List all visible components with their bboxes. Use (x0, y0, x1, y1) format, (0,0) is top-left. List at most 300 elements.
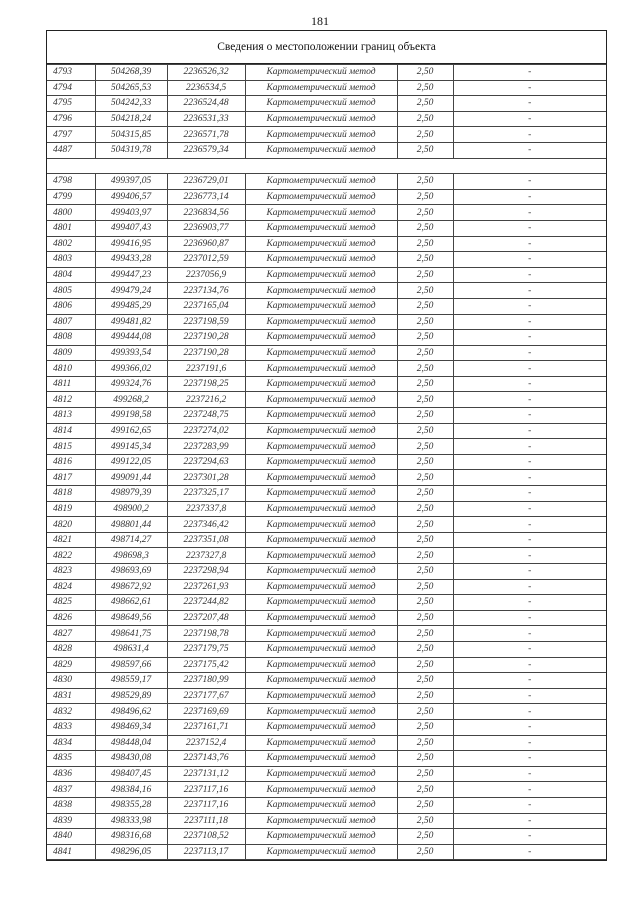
table-row (47, 704, 606, 720)
table-row (47, 314, 606, 330)
x-coordinate-cell: 499145,34 (95, 439, 167, 455)
y-coordinate-cell: 2237117,16 (167, 782, 245, 798)
y-coordinate-cell: 2237131,12 (167, 766, 245, 782)
method-cell: Картометрический метод (245, 80, 397, 96)
description-cell: - (453, 267, 606, 283)
table-row (47, 673, 606, 689)
description-cell: - (453, 283, 606, 299)
coordinates-table (47, 64, 606, 860)
point-number-cell: 4825 (47, 595, 95, 611)
x-coordinate-cell: 498649,56 (95, 610, 167, 626)
method-cell: Картометрический метод (245, 704, 397, 720)
accuracy-cell: 2,50 (397, 330, 453, 346)
description-cell: - (453, 610, 606, 626)
point-number-cell: 4801 (47, 220, 95, 236)
method-cell: Картометрический метод (245, 626, 397, 642)
y-coordinate-cell: 2237294,63 (167, 454, 245, 470)
point-number-cell: 4837 (47, 782, 95, 798)
table-row (47, 782, 606, 798)
point-number-cell: 4822 (47, 548, 95, 564)
table-row (47, 735, 606, 751)
table-row (47, 626, 606, 642)
method-cell: Картометрический метод (245, 641, 397, 657)
point-number-cell: 4794 (47, 80, 95, 96)
accuracy-cell: 2,50 (397, 813, 453, 829)
table-row (47, 844, 606, 860)
y-coordinate-cell: 2237248,75 (167, 408, 245, 424)
accuracy-cell: 2,50 (397, 392, 453, 408)
x-coordinate-cell: 499198,58 (95, 408, 167, 424)
description-cell: - (453, 657, 606, 673)
x-coordinate-cell: 499162,65 (95, 423, 167, 439)
accuracy-cell: 2,50 (397, 65, 453, 81)
accuracy-cell: 2,50 (397, 439, 453, 455)
accuracy-cell: 2,50 (397, 782, 453, 798)
x-coordinate-cell: 504268,39 (95, 65, 167, 81)
description-cell: - (453, 252, 606, 268)
point-number-cell: 4805 (47, 283, 95, 299)
y-coordinate-cell: 2237113,17 (167, 844, 245, 860)
x-coordinate-cell: 499485,29 (95, 298, 167, 314)
description-cell: - (453, 813, 606, 829)
point-number-cell: 4824 (47, 579, 95, 595)
table-row (47, 283, 606, 299)
point-number-cell: 4834 (47, 735, 95, 751)
description-cell: - (453, 704, 606, 720)
description-cell: - (453, 205, 606, 221)
description-cell: - (453, 454, 606, 470)
accuracy-cell: 2,50 (397, 142, 453, 158)
point-number-cell: 4811 (47, 376, 95, 392)
description-cell: - (453, 96, 606, 112)
table-row (47, 267, 606, 283)
point-number-cell: 4819 (47, 501, 95, 517)
table-row (47, 330, 606, 346)
description-cell: - (453, 330, 606, 346)
method-cell: Картометрический метод (245, 657, 397, 673)
description-cell: - (453, 111, 606, 127)
accuracy-cell: 2,50 (397, 205, 453, 221)
accuracy-cell: 2,50 (397, 844, 453, 860)
x-coordinate-cell: 499122,05 (95, 454, 167, 470)
point-number-cell: 4798 (47, 174, 95, 190)
y-coordinate-cell: 2237327,8 (167, 548, 245, 564)
accuracy-cell: 2,50 (397, 189, 453, 205)
method-cell: Картометрический метод (245, 688, 397, 704)
x-coordinate-cell: 498407,45 (95, 766, 167, 782)
accuracy-cell: 2,50 (397, 501, 453, 517)
table-row (47, 501, 606, 517)
accuracy-cell: 2,50 (397, 688, 453, 704)
point-number-cell: 4813 (47, 408, 95, 424)
x-coordinate-cell: 504265,53 (95, 80, 167, 96)
x-coordinate-cell: 498384,16 (95, 782, 167, 798)
point-number-cell: 4818 (47, 486, 95, 502)
method-cell: Картометрический метод (245, 501, 397, 517)
accuracy-cell: 2,50 (397, 595, 453, 611)
group-separator-row (47, 158, 606, 174)
x-coordinate-cell: 498469,34 (95, 719, 167, 735)
table-row (47, 532, 606, 548)
table-row (47, 392, 606, 408)
x-coordinate-cell: 499406,57 (95, 189, 167, 205)
method-cell: Картометрический метод (245, 782, 397, 798)
table-row (47, 579, 606, 595)
y-coordinate-cell: 2237298,94 (167, 564, 245, 580)
method-cell: Картометрический метод (245, 486, 397, 502)
point-number-cell: 4835 (47, 751, 95, 767)
point-number-cell: 4820 (47, 517, 95, 533)
table-row (47, 174, 606, 190)
accuracy-cell: 2,50 (397, 470, 453, 486)
point-number-cell: 4833 (47, 719, 95, 735)
x-coordinate-cell: 499447,23 (95, 267, 167, 283)
description-cell: - (453, 844, 606, 860)
y-coordinate-cell: 2237190,28 (167, 345, 245, 361)
method-cell: Картометрический метод (245, 610, 397, 626)
method-cell: Картометрический метод (245, 813, 397, 829)
description-cell: - (453, 501, 606, 517)
table-row (47, 470, 606, 486)
y-coordinate-cell: 2237152,4 (167, 735, 245, 751)
x-coordinate-cell: 498559,17 (95, 673, 167, 689)
description-cell: - (453, 797, 606, 813)
y-coordinate-cell: 2236526,32 (167, 65, 245, 81)
x-coordinate-cell: 498597,66 (95, 657, 167, 673)
description-cell: - (453, 142, 606, 158)
point-number-cell: 4840 (47, 829, 95, 845)
accuracy-cell: 2,50 (397, 532, 453, 548)
accuracy-cell: 2,50 (397, 220, 453, 236)
x-coordinate-cell: 499393,54 (95, 345, 167, 361)
method-cell: Картометрический метод (245, 423, 397, 439)
method-cell: Картометрический метод (245, 314, 397, 330)
x-coordinate-cell: 498900,2 (95, 501, 167, 517)
y-coordinate-cell: 2237198,59 (167, 314, 245, 330)
accuracy-cell: 2,50 (397, 252, 453, 268)
point-number-cell: 4839 (47, 813, 95, 829)
description-cell: - (453, 220, 606, 236)
y-coordinate-cell: 2237177,67 (167, 688, 245, 704)
point-number-cell: 4802 (47, 236, 95, 252)
description-cell: - (453, 65, 606, 81)
accuracy-cell: 2,50 (397, 298, 453, 314)
x-coordinate-cell: 498631,4 (95, 641, 167, 657)
x-coordinate-cell: 499366,02 (95, 361, 167, 377)
description-cell: - (453, 782, 606, 798)
x-coordinate-cell: 498672,92 (95, 579, 167, 595)
description-cell: - (453, 626, 606, 642)
point-number-cell: 4808 (47, 330, 95, 346)
table-row (47, 408, 606, 424)
y-coordinate-cell: 2237180,99 (167, 673, 245, 689)
description-cell: - (453, 532, 606, 548)
method-cell: Картометрический метод (245, 205, 397, 221)
table-row (47, 423, 606, 439)
point-number-cell: 4799 (47, 189, 95, 205)
description-cell: - (453, 766, 606, 782)
description-cell: - (453, 439, 606, 455)
x-coordinate-cell: 498448,04 (95, 735, 167, 751)
boundary-table-frame (46, 30, 607, 861)
point-number-cell: 4797 (47, 127, 95, 143)
point-number-cell: 4800 (47, 205, 95, 221)
y-coordinate-cell: 2236834,56 (167, 205, 245, 221)
method-cell: Картометрический метод (245, 595, 397, 611)
point-number-cell: 4806 (47, 298, 95, 314)
description-cell: - (453, 127, 606, 143)
y-coordinate-cell: 2237337,8 (167, 501, 245, 517)
x-coordinate-cell: 499479,24 (95, 283, 167, 299)
method-cell: Картометрический метод (245, 252, 397, 268)
description-cell: - (453, 595, 606, 611)
table-row (47, 454, 606, 470)
accuracy-cell: 2,50 (397, 111, 453, 127)
table-row (47, 719, 606, 735)
point-number-cell: 4836 (47, 766, 95, 782)
x-coordinate-cell: 498496,62 (95, 704, 167, 720)
method-cell: Картометрический метод (245, 439, 397, 455)
y-coordinate-cell: 2237198,78 (167, 626, 245, 642)
table-row (47, 298, 606, 314)
method-cell: Картометрический метод (245, 408, 397, 424)
table-row (47, 345, 606, 361)
accuracy-cell: 2,50 (397, 704, 453, 720)
accuracy-cell: 2,50 (397, 454, 453, 470)
point-number-cell: 4823 (47, 564, 95, 580)
description-cell: - (453, 517, 606, 533)
accuracy-cell: 2,50 (397, 610, 453, 626)
description-cell: - (453, 579, 606, 595)
y-coordinate-cell: 2236531,33 (167, 111, 245, 127)
method-cell: Картометрический метод (245, 766, 397, 782)
y-coordinate-cell: 2237117,16 (167, 797, 245, 813)
x-coordinate-cell: 498801,44 (95, 517, 167, 533)
x-coordinate-cell: 498662,61 (95, 595, 167, 611)
description-cell: - (453, 408, 606, 424)
accuracy-cell: 2,50 (397, 361, 453, 377)
description-cell: - (453, 236, 606, 252)
description-cell: - (453, 314, 606, 330)
point-number-cell: 4814 (47, 423, 95, 439)
x-coordinate-cell: 499397,05 (95, 174, 167, 190)
accuracy-cell: 2,50 (397, 719, 453, 735)
method-cell: Картометрический метод (245, 376, 397, 392)
accuracy-cell: 2,50 (397, 579, 453, 595)
y-coordinate-cell: 2237216,2 (167, 392, 245, 408)
x-coordinate-cell: 498316,68 (95, 829, 167, 845)
description-cell: - (453, 80, 606, 96)
table-row (47, 564, 606, 580)
accuracy-cell: 2,50 (397, 96, 453, 112)
description-cell: - (453, 174, 606, 190)
table-row (47, 486, 606, 502)
method-cell: Картометрический метод (245, 829, 397, 845)
x-coordinate-cell: 504218,24 (95, 111, 167, 127)
y-coordinate-cell: 2236773,14 (167, 189, 245, 205)
y-coordinate-cell: 2236960,87 (167, 236, 245, 252)
x-coordinate-cell: 498333,98 (95, 813, 167, 829)
description-cell: - (453, 829, 606, 845)
method-cell: Картометрический метод (245, 127, 397, 143)
table-row (47, 236, 606, 252)
method-cell: Картометрический метод (245, 174, 397, 190)
method-cell: Картометрический метод (245, 298, 397, 314)
table-row (47, 111, 606, 127)
y-coordinate-cell: 2237111,18 (167, 813, 245, 829)
point-number-cell: 4807 (47, 314, 95, 330)
y-coordinate-cell: 2237191,6 (167, 361, 245, 377)
y-coordinate-cell: 2237261,93 (167, 579, 245, 595)
y-coordinate-cell: 2236579,34 (167, 142, 245, 158)
x-coordinate-cell: 499268,2 (95, 392, 167, 408)
point-number-cell: 4796 (47, 111, 95, 127)
method-cell: Картометрический метод (245, 236, 397, 252)
point-number-cell: 4815 (47, 439, 95, 455)
table-row (47, 376, 606, 392)
table-row (47, 189, 606, 205)
x-coordinate-cell: 504242,33 (95, 96, 167, 112)
table-row (47, 766, 606, 782)
y-coordinate-cell: 2237351,08 (167, 532, 245, 548)
table-row (47, 127, 606, 143)
method-cell: Картометрический метод (245, 579, 397, 595)
table-row (47, 610, 606, 626)
point-number-cell: 4487 (47, 142, 95, 158)
method-cell: Картометрический метод (245, 361, 397, 377)
y-coordinate-cell: 2237012,59 (167, 252, 245, 268)
table-row (47, 797, 606, 813)
point-number-cell: 4829 (47, 657, 95, 673)
table-row (47, 688, 606, 704)
y-coordinate-cell: 2237190,28 (167, 330, 245, 346)
y-coordinate-cell: 2237198,25 (167, 376, 245, 392)
description-cell: - (453, 345, 606, 361)
description-cell: - (453, 641, 606, 657)
description-cell: - (453, 719, 606, 735)
method-cell: Картометрический метод (245, 392, 397, 408)
accuracy-cell: 2,50 (397, 735, 453, 751)
accuracy-cell: 2,50 (397, 657, 453, 673)
point-number-cell: 4795 (47, 96, 95, 112)
accuracy-cell: 2,50 (397, 314, 453, 330)
table-row (47, 751, 606, 767)
page-number: 181 (311, 14, 329, 28)
y-coordinate-cell: 2237165,04 (167, 298, 245, 314)
accuracy-cell: 2,50 (397, 423, 453, 439)
point-number-cell: 4810 (47, 361, 95, 377)
table-row (47, 220, 606, 236)
point-number-cell: 4830 (47, 673, 95, 689)
y-coordinate-cell: 2237274,02 (167, 423, 245, 439)
y-coordinate-cell: 2237108,52 (167, 829, 245, 845)
description-cell: - (453, 298, 606, 314)
point-number-cell: 4803 (47, 252, 95, 268)
coordinates-table-body (47, 65, 606, 860)
x-coordinate-cell: 499444,08 (95, 330, 167, 346)
accuracy-cell: 2,50 (397, 174, 453, 190)
separator-cell (47, 158, 606, 174)
point-number-cell: 4827 (47, 626, 95, 642)
accuracy-cell: 2,50 (397, 751, 453, 767)
table-row (47, 641, 606, 657)
y-coordinate-cell: 2237179,75 (167, 641, 245, 657)
description-cell: - (453, 486, 606, 502)
accuracy-cell: 2,50 (397, 283, 453, 299)
x-coordinate-cell: 499416,95 (95, 236, 167, 252)
y-coordinate-cell: 2237161,71 (167, 719, 245, 735)
accuracy-cell: 2,50 (397, 548, 453, 564)
description-cell: - (453, 688, 606, 704)
method-cell: Картометрический метод (245, 345, 397, 361)
y-coordinate-cell: 2237325,17 (167, 486, 245, 502)
y-coordinate-cell: 2237169,69 (167, 704, 245, 720)
method-cell: Картометрический метод (245, 673, 397, 689)
y-coordinate-cell: 2236903,77 (167, 220, 245, 236)
y-coordinate-cell: 2237207,48 (167, 610, 245, 626)
table-title: Сведения о местоположении границ объекта (47, 31, 606, 64)
table-row (47, 517, 606, 533)
accuracy-cell: 2,50 (397, 345, 453, 361)
x-coordinate-cell: 498529,89 (95, 688, 167, 704)
point-number-cell: 4831 (47, 688, 95, 704)
method-cell: Картометрический метод (245, 267, 397, 283)
x-coordinate-cell: 498355,28 (95, 797, 167, 813)
x-coordinate-cell: 498430,08 (95, 751, 167, 767)
point-number-cell: 4841 (47, 844, 95, 860)
x-coordinate-cell: 504319,78 (95, 142, 167, 158)
y-coordinate-cell: 2237244,82 (167, 595, 245, 611)
description-cell: - (453, 548, 606, 564)
accuracy-cell: 2,50 (397, 236, 453, 252)
accuracy-cell: 2,50 (397, 626, 453, 642)
accuracy-cell: 2,50 (397, 486, 453, 502)
point-number-cell: 4826 (47, 610, 95, 626)
method-cell: Картометрический метод (245, 454, 397, 470)
accuracy-cell: 2,50 (397, 376, 453, 392)
table-row (47, 829, 606, 845)
method-cell: Картометрический метод (245, 719, 397, 735)
description-cell: - (453, 392, 606, 408)
method-cell: Картометрический метод (245, 548, 397, 564)
accuracy-cell: 2,50 (397, 267, 453, 283)
description-cell: - (453, 423, 606, 439)
point-number-cell: 4793 (47, 65, 95, 81)
point-number-cell: 4828 (47, 641, 95, 657)
x-coordinate-cell: 498296,05 (95, 844, 167, 860)
description-cell: - (453, 376, 606, 392)
method-cell: Картометрический метод (245, 189, 397, 205)
method-cell: Картометрический метод (245, 517, 397, 533)
x-coordinate-cell: 498641,75 (95, 626, 167, 642)
description-cell: - (453, 564, 606, 580)
y-coordinate-cell: 2237056,9 (167, 267, 245, 283)
description-cell: - (453, 361, 606, 377)
method-cell: Картометрический метод (245, 532, 397, 548)
y-coordinate-cell: 2236571,78 (167, 127, 245, 143)
x-coordinate-cell: 498693,69 (95, 564, 167, 580)
x-coordinate-cell: 499091,44 (95, 470, 167, 486)
y-coordinate-cell: 2237143,76 (167, 751, 245, 767)
description-cell: - (453, 735, 606, 751)
method-cell: Картометрический метод (245, 220, 397, 236)
method-cell: Картометрический метод (245, 111, 397, 127)
point-number-cell: 4821 (47, 532, 95, 548)
x-coordinate-cell: 504315,85 (95, 127, 167, 143)
table-row (47, 595, 606, 611)
point-number-cell: 4816 (47, 454, 95, 470)
y-coordinate-cell: 2237301,28 (167, 470, 245, 486)
